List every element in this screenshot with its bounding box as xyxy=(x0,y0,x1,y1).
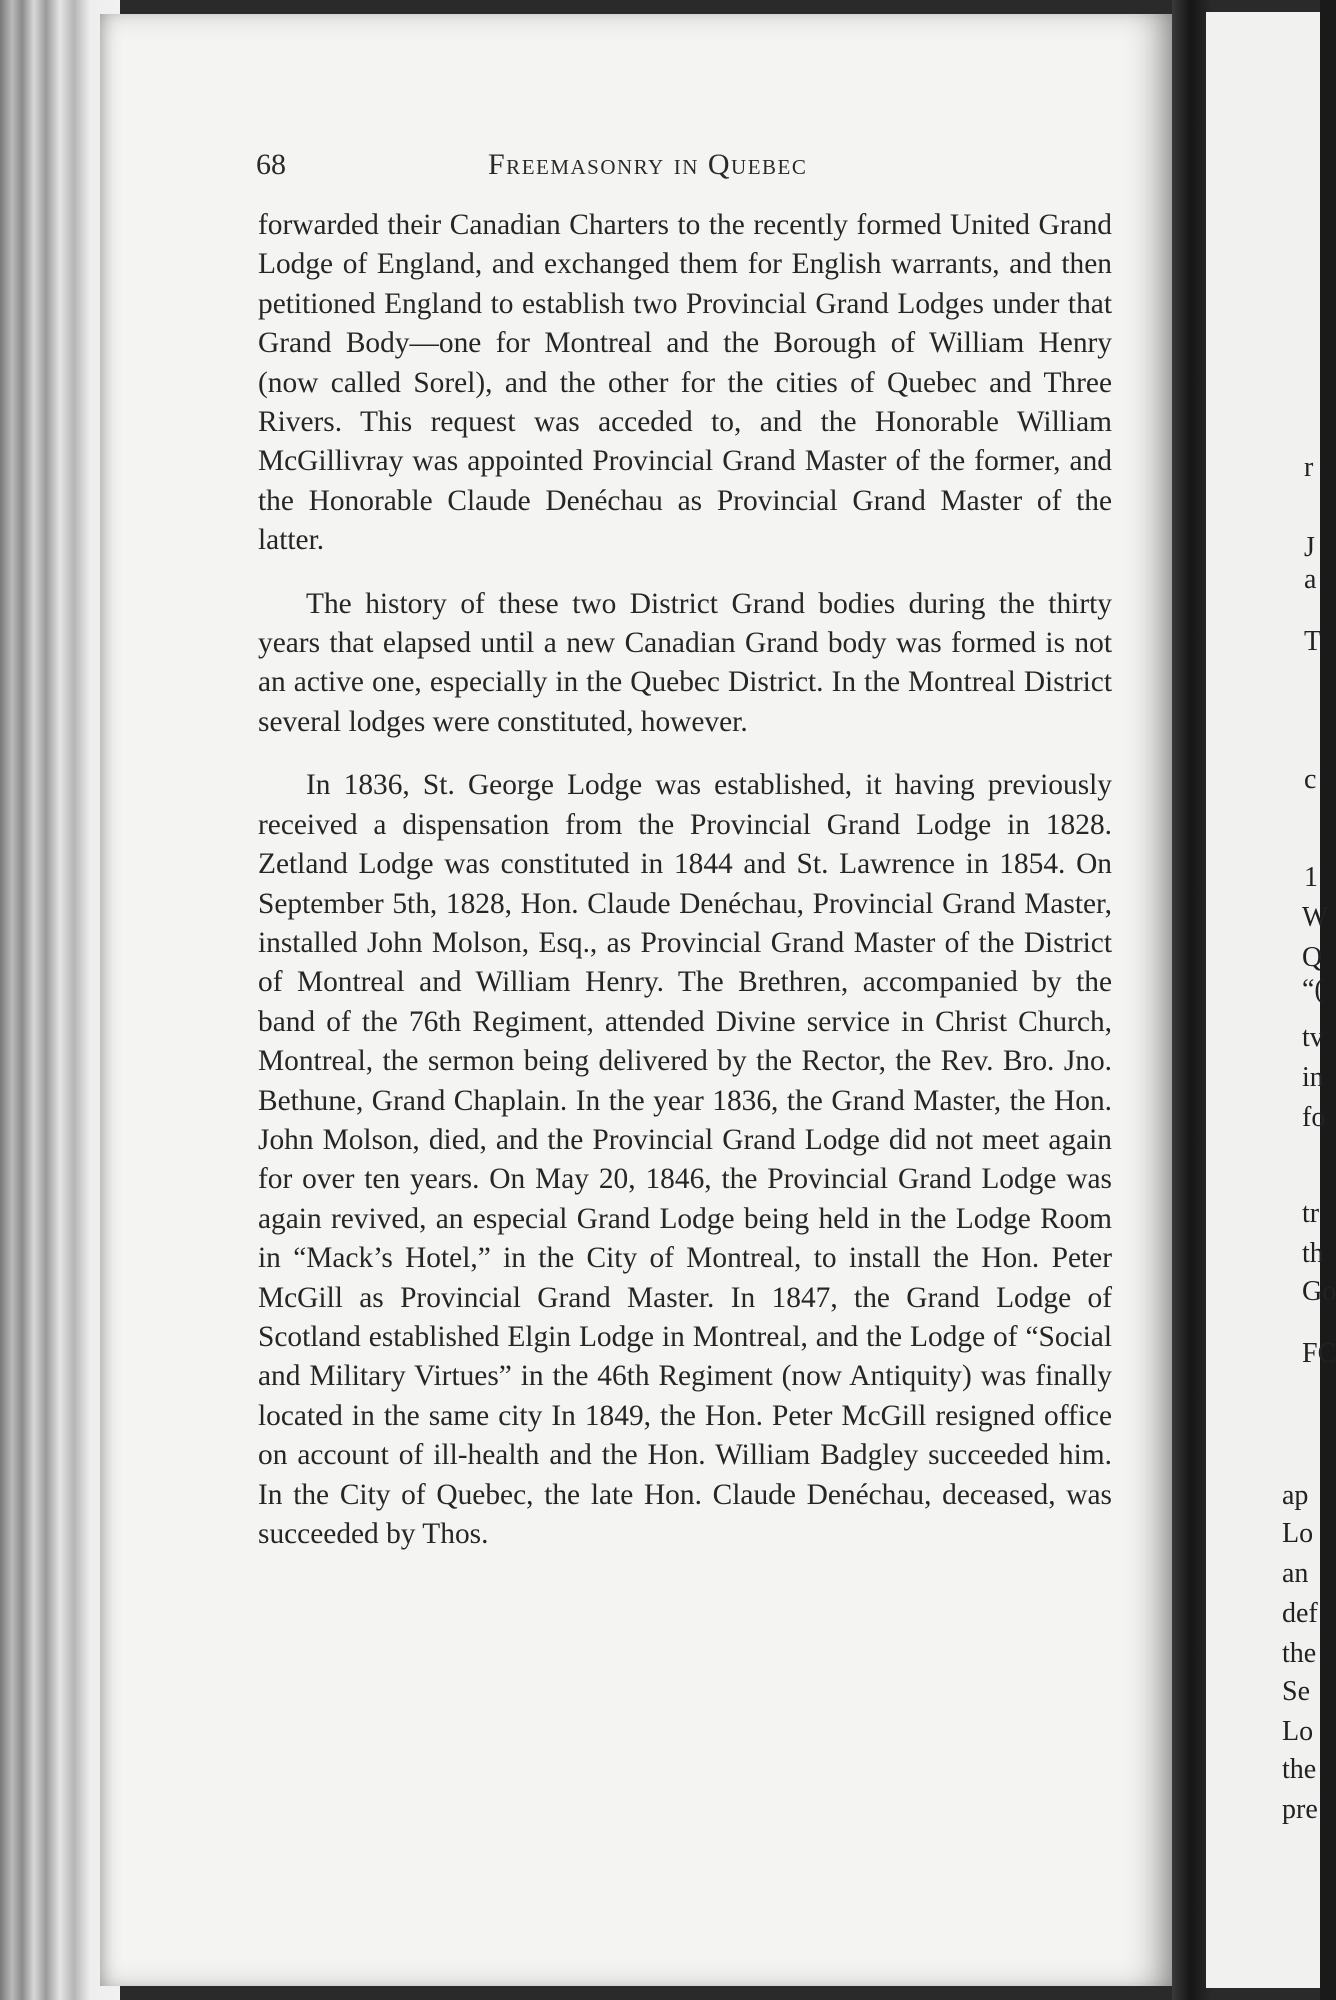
paragraph-1: forwarded their Canadian Charters to the recently formed United Grand Lodge of England, and exchanged them for English warrants, and then petitioned England to establish two Provincial Grand Lodges under that Grand Body—one for Montreal and the Borough of William Henry (now called Sorel), and the other for the cities of Quebec and Three Rivers. This request was acceded to, and the Honorable William McGillivray was appointed Provincial Grand Master of the former, and the Honorable Claude Denéchau as Provincial Grand Master of the latter. xyxy=(258,209,1112,557)
facing-fragment: Lo xyxy=(1282,1716,1314,1747)
facing-fragment: th xyxy=(1302,1238,1324,1269)
paragraph-3: In 1836, St. George Lodge was established, it having previously received a dispensation from the Provincial Grand Lodge in 1828. Zetland Lodge was constituted in 1844 and St. Lawrence in 1854. On September 5th, 1828, Hon. Claude Denéchau, Provincial Grand Master, installed John Molson, Esq., as Provincial Grand Master of the District of Montreal and William Henry. The Brethren, accompanied by the band of the 76th Regiment, attended Divine service in Christ Church, Montreal, the sermon being delivered by the Rector, the Rev. Bro. Jno. Bethune, Grand Chaplain. In the year 1836, the Grand Master, the Hon. John Molson, died, and the Provincial Grand Lodge did not meet again for over ten years. On May 20, 1846, the Provincial Grand Lodge was again revived, an especial Grand Lodge being held in the Lodge Room in “Mack’s Hotel,” in the City of Montreal, to install the Hon. Peter McGill as Provincial Grand Master. In 1847, the Grand Lodge of Scotland established Elgin Lodge in Montreal, and the Lodge of “Social and Military Virtues” in the 46th Regiment (now Antiquity) was finally located in the same city In 1849, the Hon. Peter McGill resigned office on account of ill-health and the Hon. William Badgley succeeded him. In the City of Quebec, the late Hon. Claude Denéchau, deceased, was succeeded by Thos. xyxy=(258,769,1112,1550)
facing-fragment: the xyxy=(1282,1754,1317,1785)
facing-page xyxy=(1206,12,1336,1988)
facing-fragment: Lo xyxy=(1282,1518,1314,1549)
facing-fragment: fo xyxy=(1302,1102,1326,1133)
facing-fragment: the xyxy=(1282,1638,1317,1669)
facing-fragment: Se xyxy=(1282,1676,1310,1707)
paragraph-2: The history of these two District Grand bodies during the thirty years that elapsed until a new Canadian Grand body was formed is not an active one, especially in the Quebec District. In the Montreal District several lodges were constituted, however. xyxy=(258,587,1112,738)
facing-fragment: 1 xyxy=(1304,862,1318,893)
facing-fragment: c xyxy=(1304,764,1317,795)
running-title: Freemasonry in Quebec xyxy=(488,148,808,181)
facing-fragment: ap xyxy=(1282,1480,1309,1511)
facing-fragment: in xyxy=(1302,1062,1324,1093)
facing-fragment: FC xyxy=(1302,1338,1336,1369)
facing-fragment: r xyxy=(1304,452,1314,483)
facing-fragment: an xyxy=(1282,1558,1309,1589)
facing-fragment: Go xyxy=(1302,1276,1336,1307)
page-number: 68 xyxy=(256,148,286,181)
facing-fragment: Q xyxy=(1302,942,1323,973)
facing-fragment: W xyxy=(1302,902,1329,933)
facing-fragment: T xyxy=(1304,626,1322,657)
facing-fragment: a xyxy=(1304,564,1317,595)
facing-fragment: def xyxy=(1282,1598,1318,1629)
facing-fragment: tr xyxy=(1302,1198,1320,1229)
facing-fragment: “( xyxy=(1302,974,1324,1005)
facing-fragment: tv xyxy=(1302,1022,1324,1053)
body-text xyxy=(258,206,1112,1578)
facing-fragment: pre xyxy=(1282,1794,1318,1825)
facing-fragment: J xyxy=(1304,532,1315,563)
